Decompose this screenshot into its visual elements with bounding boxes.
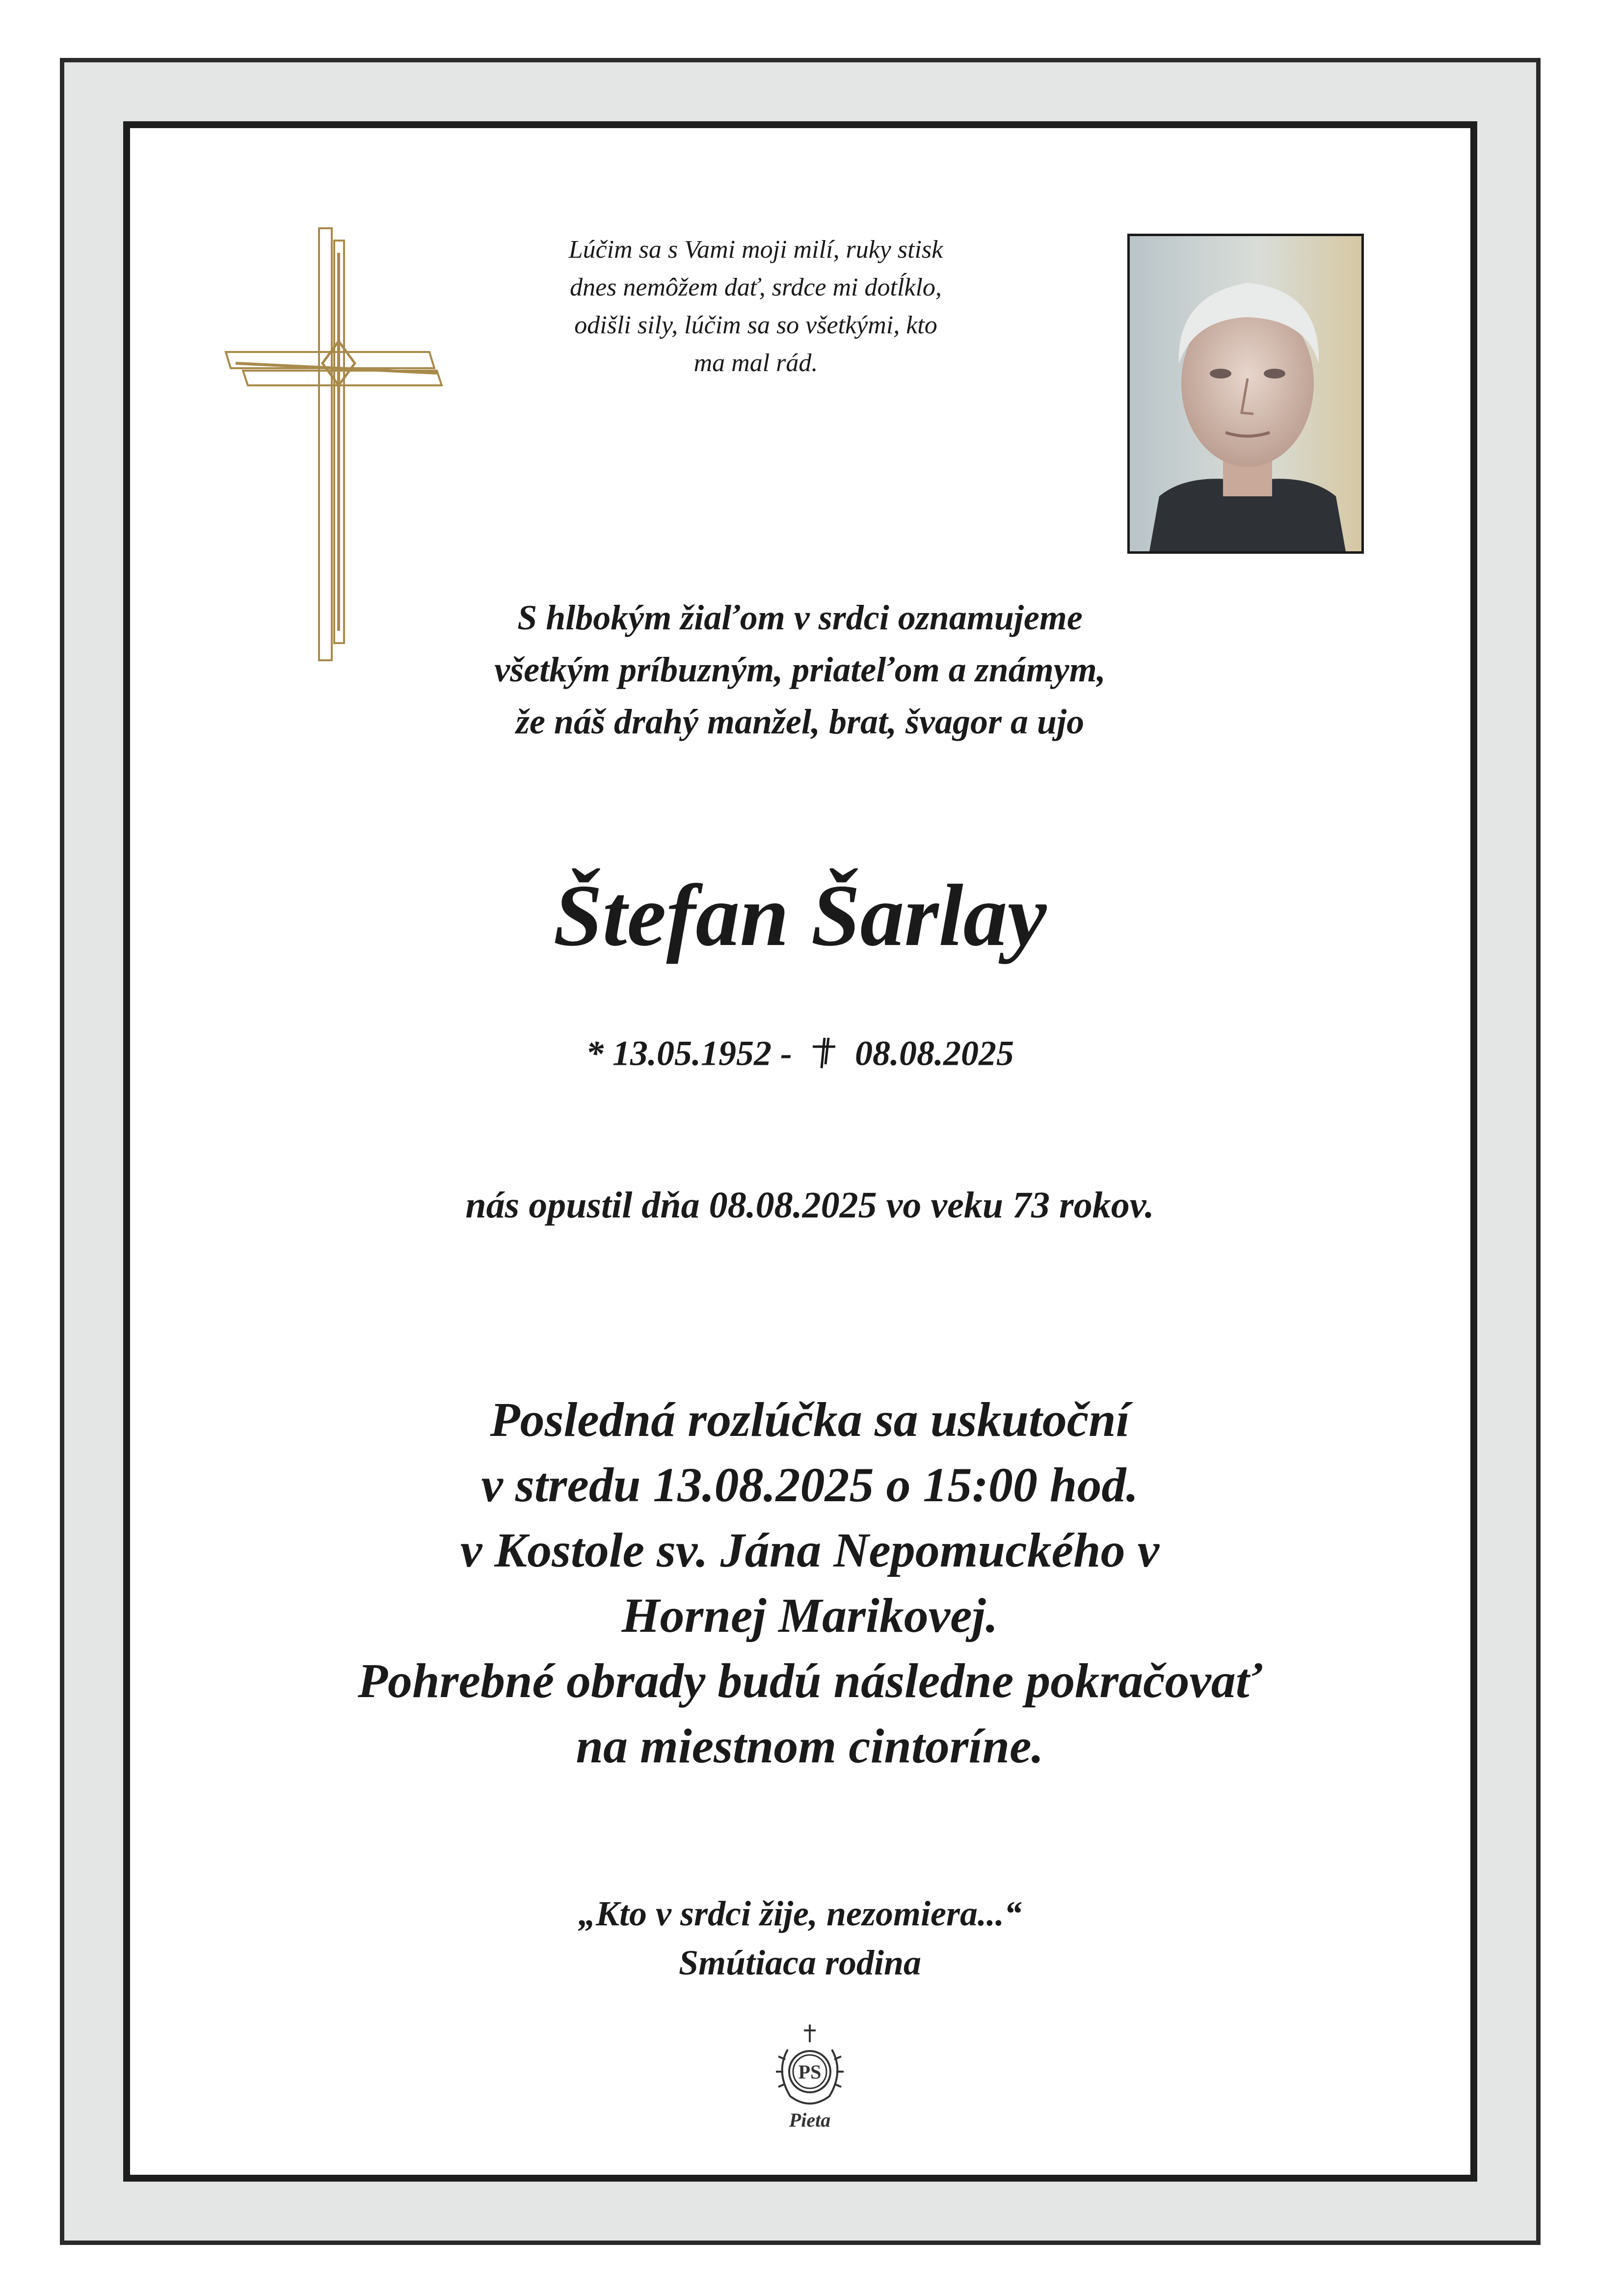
portrait-photo <box>1127 234 1364 554</box>
memorial-poem <box>491 231 1021 382</box>
announcement-line: všetkým príbuzným, priateľom a známym, <box>494 650 1106 689</box>
funeral-line: na miestnom cintoríne. <box>576 1719 1044 1773</box>
passed-away-text: nás opustil dňa 08.08.2025 vo veku 73 rokov. <box>465 1185 1154 1226</box>
announcement-line: S hlbokým žiaľom v srdci oznamujeme <box>517 598 1083 637</box>
birth-date: * 13.05.1952 - <box>586 1033 792 1073</box>
funeral-line: v Kostole sv. Jána Nepomuckého v <box>460 1523 1159 1577</box>
life-dates <box>344 1026 1256 1077</box>
funeral-line: v stredu 13.08.2025 o 15:00 hod. <box>481 1458 1139 1512</box>
death-cross-icon <box>810 1036 837 1070</box>
logo-name: Pieta <box>789 2109 831 2131</box>
poem-line: dnes nemôžem dať, srdce mi dotĺklo, <box>570 273 942 301</box>
death-date: 08.08.2025 <box>854 1033 1014 1073</box>
logo-monogram: PS <box>798 2061 822 2083</box>
funeral-line: Hornej Marikovej. <box>621 1588 998 1643</box>
funeral-line: Pohrebné obrady budú následne pokračovať <box>357 1653 1262 1708</box>
announcement-line: že náš drahý manžel, brat, švagor a ujo <box>515 702 1085 741</box>
closing-quote: „Kto v srdci žije, nezomiera...“ <box>578 1894 1022 1933</box>
signature: Smútiaca rodina <box>678 1943 922 1982</box>
deceased-name: Štefan Šarlay <box>553 866 1047 964</box>
poem-line: ma mal rád. <box>693 349 818 377</box>
poem-line: Lúčim sa s Vami moji milí, ruky stisk <box>568 236 943 264</box>
funeral-line: Posledná rozlúčka sa uskutoční <box>490 1392 1130 1447</box>
closing <box>442 1889 1158 1987</box>
poem-line: odišli sily, lúčim sa so všetkými, kto <box>574 311 937 339</box>
pieta-logo <box>766 2023 854 2135</box>
funeral-info <box>275 1387 1345 1779</box>
announcement <box>344 592 1256 748</box>
laurel-logo-icon <box>766 2023 854 2108</box>
